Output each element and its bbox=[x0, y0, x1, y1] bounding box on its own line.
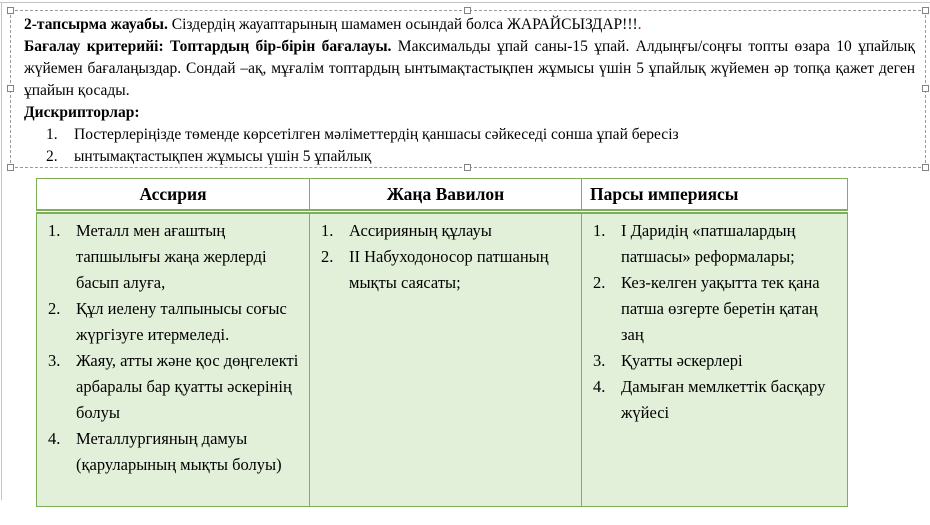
list-item: Металл мен ағаштың тапшылығы жаңа жерлерді басып алуға, bbox=[76, 221, 267, 292]
resize-handle-bottom-left[interactable] bbox=[7, 164, 14, 171]
list-item: Қуатты әскерлері bbox=[621, 351, 743, 370]
task-answer-label: 2-тапсырма жауабы. bbox=[24, 16, 168, 33]
list-item: ІІ Набуходоносор патшаның мықты саясаты; bbox=[349, 247, 549, 292]
page-edge-left bbox=[1, 2, 2, 500]
resize-handle-top-left[interactable] bbox=[7, 7, 14, 14]
empires-table bbox=[36, 178, 848, 507]
resize-handle-bottom-right[interactable] bbox=[922, 164, 929, 171]
resize-handle-middle-left[interactable] bbox=[7, 85, 14, 92]
persia-list bbox=[590, 218, 841, 426]
cell-babylon[interactable] bbox=[310, 212, 582, 507]
list-item: Құл иелену талпынысы соғыс жүргізуге итермеледі. bbox=[76, 299, 287, 344]
header-cell-babylon[interactable]: Жаңа Вавилон bbox=[310, 179, 582, 212]
babylon-list bbox=[318, 218, 575, 296]
list-item: Ассирияның құлауы bbox=[349, 221, 492, 240]
resize-handle-middle-right[interactable] bbox=[922, 85, 929, 92]
resize-handle-bottom-middle[interactable] bbox=[464, 164, 471, 171]
answer-textbox[interactable] bbox=[10, 10, 926, 168]
header-cell-persia[interactable]: Парсы империясы bbox=[582, 179, 848, 212]
cell-persia[interactable] bbox=[582, 212, 848, 507]
red-period: . bbox=[637, 16, 642, 33]
list-item: Кез-келген уақытта тек қана патша өзгерте беретін қатаң заң bbox=[621, 273, 820, 344]
descriptor-item: Постерлеріңізде төменде көрсетілген мәліметтердің қаншасы сәйкеседі сонша ұпай бересіз bbox=[74, 126, 679, 143]
list-item: Дамыған мемлкеттік басқару жүйесі bbox=[621, 377, 826, 422]
list-item: І Даридің «патшалардың патшасы» реформалары; bbox=[621, 221, 796, 266]
header-cell-assyria[interactable]: Ассирия bbox=[37, 179, 310, 212]
cell-assyria[interactable] bbox=[37, 212, 310, 507]
list-item: Жаяу, атты және қос дөңгелекті арбаралы бар қуатты әскерінің болуы bbox=[76, 351, 299, 422]
descriptors-heading: Дискрипторлар: bbox=[24, 104, 140, 121]
resize-handle-top-right[interactable] bbox=[922, 7, 929, 14]
criteria-text: Максимальды ұпай саны-15 ұпай. Алдыңғы/соңғы топты өзара 10 ұпайлық жүйемен бағалаңыздар. Сондай –ақ, мұғалім топтардың ынтымақтастықпен жұмысы үшін 5 ұпайлық жүйемен әр топқа қажет деген ұпайын қосады. bbox=[24, 38, 915, 99]
resize-handle-top-middle[interactable] bbox=[464, 7, 471, 14]
page-edge-top bbox=[0, 2, 930, 3]
criteria-label: Бағалау критерийі: Топтардың бір-бірін бағалауы. bbox=[24, 38, 392, 55]
table-body-row bbox=[37, 212, 848, 507]
descriptor-item: ынтымақтастықпен жұмысы үшін 5 ұпайлық bbox=[74, 148, 372, 165]
criteria-paragraph bbox=[24, 36, 915, 102]
descriptors-list bbox=[24, 124, 915, 168]
assyria-list bbox=[45, 218, 303, 478]
task-answer-line bbox=[24, 14, 915, 36]
list-item: Металлургияның дамуы (қаруларының мықты болуы) bbox=[76, 429, 282, 474]
table-header-row bbox=[37, 179, 848, 212]
task-answer-text: Сіздердің жауаптарының шамамен осындай болса ЖАРАЙСЫЗДАР!!! bbox=[167, 16, 638, 33]
